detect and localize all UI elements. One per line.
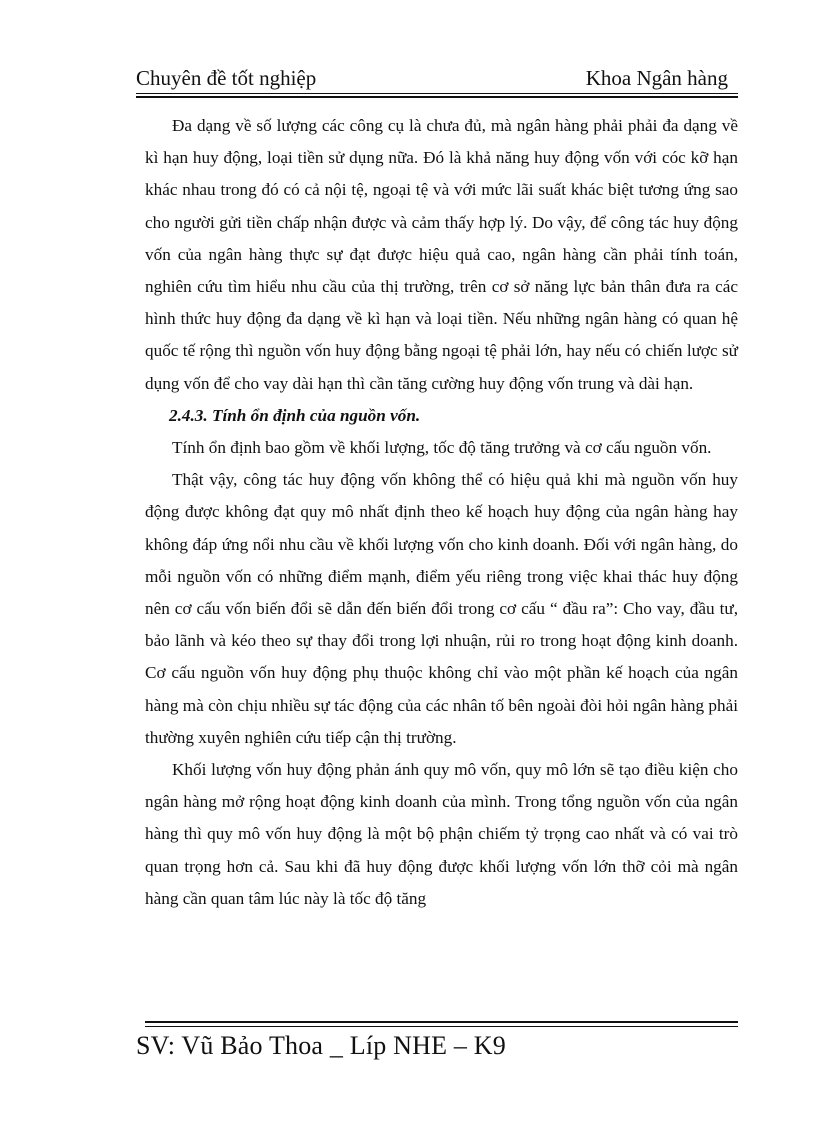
- body-paragraph: Thật vậy, công tác huy động vốn không thể có hiệu quả khi mà nguồn vốn huy động được không đạt quy mô nhất định theo kế hoạch huy động của ngân hàng hay không đáp ứng nổi nhu cầu về khối lượng vốn cho kinh doanh. Đối với ngân hàng, do mỗi nguồn vốn có những điểm mạnh, điểm yếu riêng trong việc khai thác huy động nên cơ cấu vốn biến đổi sẽ dẫn đến biến đổi trong cơ cấu “ đầu ra”: Cho vay, đầu tư, bảo lãnh và kéo theo sự thay đổi trong lợi nhuận, rủi ro trong hoạt động kinh doanh. Cơ cấu nguồn vốn huy động phụ thuộc không chỉ vào một phần kế hoạch của ngân hàng mà còn chịu nhiều sự tác động của các nhân tố bên ngoài đòi hỏi ngân hàng phải thường xuyên nghiên cứu tiếp cận thị trường.: [145, 470, 738, 747]
- header-faculty: Khoa Ngân hàng: [585, 66, 728, 90]
- header-rule-thick: [136, 96, 738, 98]
- footer-rule-thick: [145, 1021, 738, 1023]
- page-body: [145, 110, 738, 915]
- footer-rule-thin: [145, 1026, 738, 1027]
- body-paragraph: Tính ổn định bao gồm về khối lượng, tốc độ tăng trưởng và cơ cấu nguồn vốn.: [172, 438, 712, 458]
- section-heading: 2.4.3. Tính ổn định của nguồn vốn.: [169, 405, 421, 425]
- body-paragraph: Khối lượng vốn huy động phản ánh quy mô vốn, quy mô lớn sẽ tạo điều kiện cho ngân hàng mở rộng hoạt động kinh doanh của mình. Trong tổng nguồn vốn của ngân hàng thì quy mô vốn huy động là một bộ phận chiếm tỷ trọng cao nhất và có vai trò quan trọng hơn cả. Sau khi đã huy động được khối lượng vốn lớn thỡ cỏi mà ngân hàng cần quan tâm lúc này là tốc độ tăng: [145, 760, 738, 908]
- page-header: [136, 64, 738, 94]
- header-rule-thin: [136, 93, 738, 94]
- body-paragraph: Đa dạng về số lượng các công cụ là chưa đủ, mà ngân hàng phải phải đa dạng về kì hạn huy động, loại tiền sử dụng nữa. Đó là khả năng huy động vốn với cóc kỡ hạn khác nhau trong đó có cả nội tệ, ngoại tệ và với mức lãi suất khác biệt tương ứng sao cho người gửi tiền chấp nhận được và cảm thấy hợp lý. Do vậy, để công tác huy động vốn của ngân hàng thực sự đạt được hiệu quả cao, ngân hàng cần phải tính toán, nghiên cứu tìm hiểu nhu cầu của thị trường, trên cơ sở năng lực bản thân đưa ra các hình thức huy động đa dạng về kì hạn và loại tiền. Nếu những ngân hàng có quan hệ quốc tế rộng thì nguồn vốn huy động bằng ngoại tệ phải lớn, hay nếu có chiến lược sử dụng vốn để cho vay dài hạn thì cần tăng cường huy động vốn trung và dài hạn.: [145, 116, 738, 393]
- page-footer: SV: Vũ Bảo Thoa _ Líp NHE – K9: [136, 1031, 506, 1060]
- header-document-type: Chuyên đề tốt nghiệp: [136, 66, 317, 90]
